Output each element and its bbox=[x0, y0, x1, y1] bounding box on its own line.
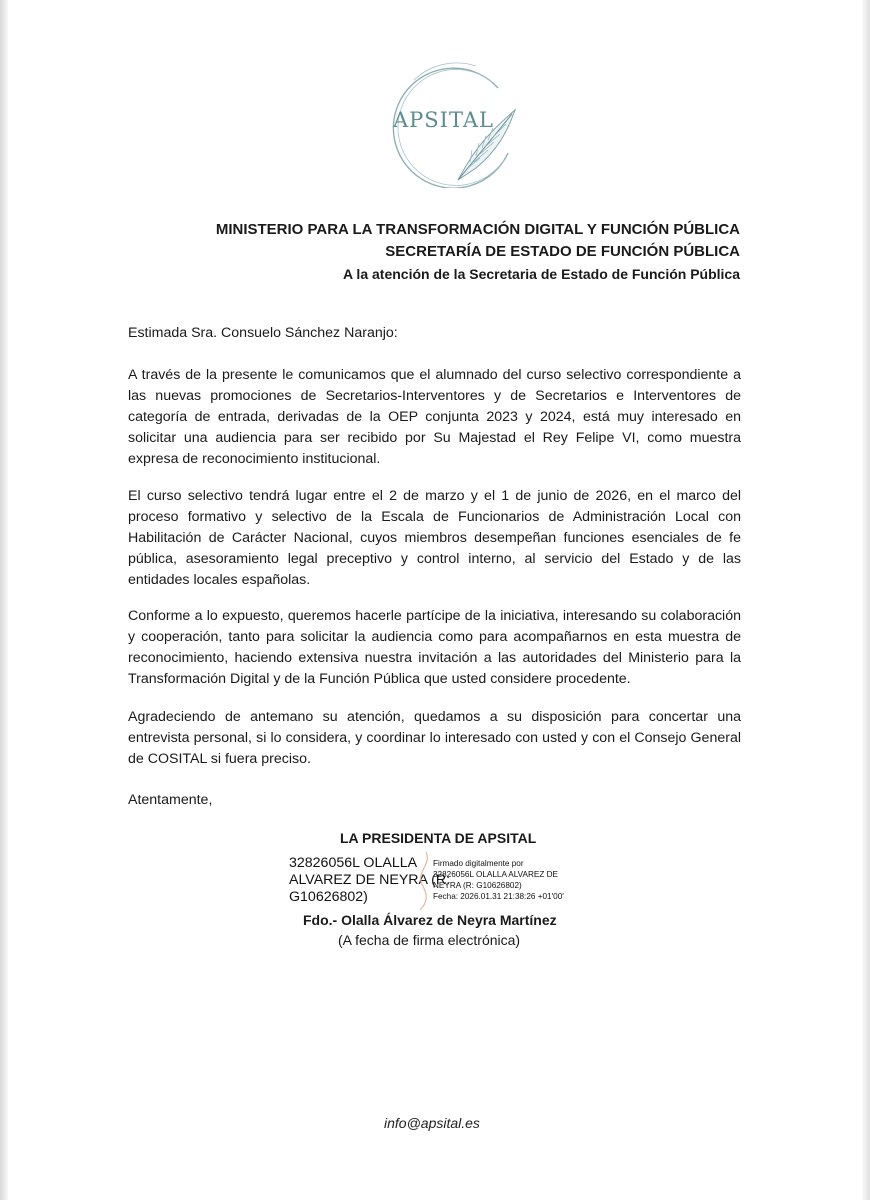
salutation: Estimada Sra. Consuelo Sánchez Naranjo: bbox=[128, 325, 398, 341]
signature-detail-line: 32826056L OLALLA ALVAREZ DE bbox=[433, 870, 559, 879]
signature-detail-line: NEYRA (R: G10626802) bbox=[433, 881, 522, 890]
signature-note: (A fecha de firma electrónica) bbox=[338, 932, 521, 948]
signer-name: Fdo.- Olalla Álvarez de Neyra Martínez bbox=[303, 912, 557, 928]
signature-title: LA PRESIDENTA DE APSITAL bbox=[340, 830, 537, 846]
paragraph-2 bbox=[128, 486, 741, 591]
paragraph-3 bbox=[128, 606, 741, 690]
paragraph-text: A través de la presente le comunicamos que el alumnado del curso selectivo correspondiente a las nuevas promociones de Secretarios-Interventores y de Secretarios e Interventores de categoría de entrada, derivadas de la OEP conjunta 2023 y 2024, está muy interesado en solicitar una audiencia para ser recibido por Su Majestad el Rey Felipe VI, como muestra expresa de reconocimiento institucional. bbox=[128, 367, 741, 467]
secretariat-line: SECRETARÍA DE ESTADO DE FUNCIÓN PÚBLICA bbox=[385, 243, 740, 260]
signature-name-line: 32826056L OLALLA bbox=[289, 855, 418, 871]
digital-signature-details bbox=[433, 858, 564, 902]
contact-email[interactable]: info@apsital.es bbox=[384, 1115, 480, 1131]
paragraph-text: El curso selectivo tendrá lugar entre el 2 de marzo y el 1 de junio de 2026, en el marco del proceso formativo y selectivo de la Escala de Funcionarios de Administración Local con Habilitación de Carácter Nacional, cuyos miembros desempeñan funciones esenciales de fe pública, asesoramiento legal preceptivo y control interno, al servicio del Estado y de las entidades locales españolas. bbox=[128, 488, 741, 588]
paragraph-text: Conforme a lo expuesto, queremos hacerle partícipe de la iniciativa, interesando su colaboración y cooperación, tanto para solicitar la audiencia como para acompañarnos en esta muestra de reconocimiento, haciendo extensiva nuestra invitación a las autoridades del Ministerio para la Transformación Digital y de la Función Pública que usted considere procedente. bbox=[128, 608, 741, 687]
paragraph-1 bbox=[128, 365, 741, 470]
paragraph-4 bbox=[128, 707, 741, 770]
signature-detail-line: Fecha: 2026.01.31 21:38:26 +01'00' bbox=[433, 892, 564, 901]
closing: Atentamente, bbox=[128, 792, 213, 808]
signature-name-line: G10626802) bbox=[289, 889, 368, 905]
signature-detail-line: Firmado digitalmente por bbox=[433, 859, 524, 868]
apsital-logo bbox=[380, 58, 530, 188]
ministry-line: MINISTERIO PARA LA TRANSFORMACIÓN DIGITAL Y FUNCIÓN PÚBLICA bbox=[215, 221, 740, 238]
addressee-header bbox=[216, 219, 740, 285]
page-edge-left bbox=[0, 0, 8, 1200]
signature-name-line: ALVAREZ DE NEYRA (R: bbox=[289, 872, 451, 888]
logo-text: APSITAL bbox=[393, 108, 494, 132]
page-edge-right bbox=[862, 0, 870, 1200]
attention-line: A la atención de la Secretaria de Estado de Función Pública bbox=[342, 266, 740, 282]
paragraph-text: Agradeciendo de antemano su atención, quedamos a su disposición para concertar una entrevista personal, si lo considera, y coordinar lo interesado con usted y con el Consejo General de COSITAL si fuera preciso. bbox=[128, 709, 741, 767]
